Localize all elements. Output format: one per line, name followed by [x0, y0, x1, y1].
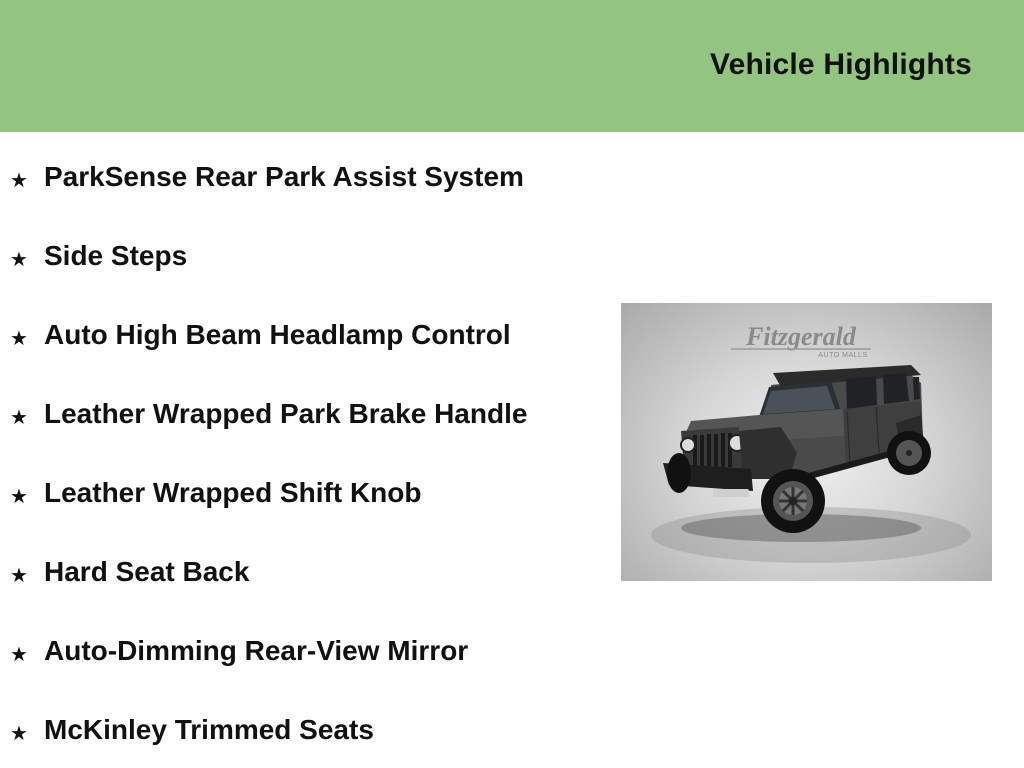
logo-sub-text: AUTO MALLS [818, 352, 868, 359]
list-item [10, 385, 527, 464]
star-icon: ★ [10, 485, 28, 508]
list-item [10, 148, 527, 227]
list-item [10, 227, 527, 306]
feature-label: ParkSense Rear Park Assist System [44, 160, 524, 192]
feature-label: Leather Wrapped Park Brake Handle [44, 397, 528, 429]
dealer-logo [731, 322, 871, 359]
vehicle-photo [621, 303, 992, 581]
star-icon: ★ [10, 327, 28, 350]
list-item [10, 622, 527, 701]
feature-label: Auto High Beam Headlamp Control [44, 318, 511, 350]
header-banner [0, 0, 1024, 132]
star-icon: ★ [10, 564, 28, 587]
star-icon: ★ [10, 248, 28, 271]
list-item [10, 701, 527, 768]
star-icon: ★ [10, 643, 28, 666]
feature-label: Hard Seat Back [44, 555, 250, 587]
list-item [10, 464, 527, 543]
feature-label: McKinley Trimmed Seats [44, 713, 374, 745]
list-item [10, 543, 527, 622]
feature-label: Leather Wrapped Shift Knob [44, 476, 422, 508]
jeep-illustration [621, 303, 992, 581]
logo-main-text: Fitzgerald [746, 322, 856, 351]
page-title: Vehicle Highlights [710, 48, 972, 81]
star-icon: ★ [10, 169, 28, 192]
star-icon: ★ [10, 722, 28, 745]
star-icon: ★ [10, 406, 28, 429]
list-item [10, 306, 527, 385]
feature-label: Side Steps [44, 239, 188, 271]
rear-wheel [887, 431, 931, 475]
front-wheel [761, 469, 825, 533]
feature-list [10, 148, 527, 768]
feature-label: Auto-Dimming Rear-View Mirror [44, 634, 469, 666]
front-left-wheel [667, 453, 691, 493]
